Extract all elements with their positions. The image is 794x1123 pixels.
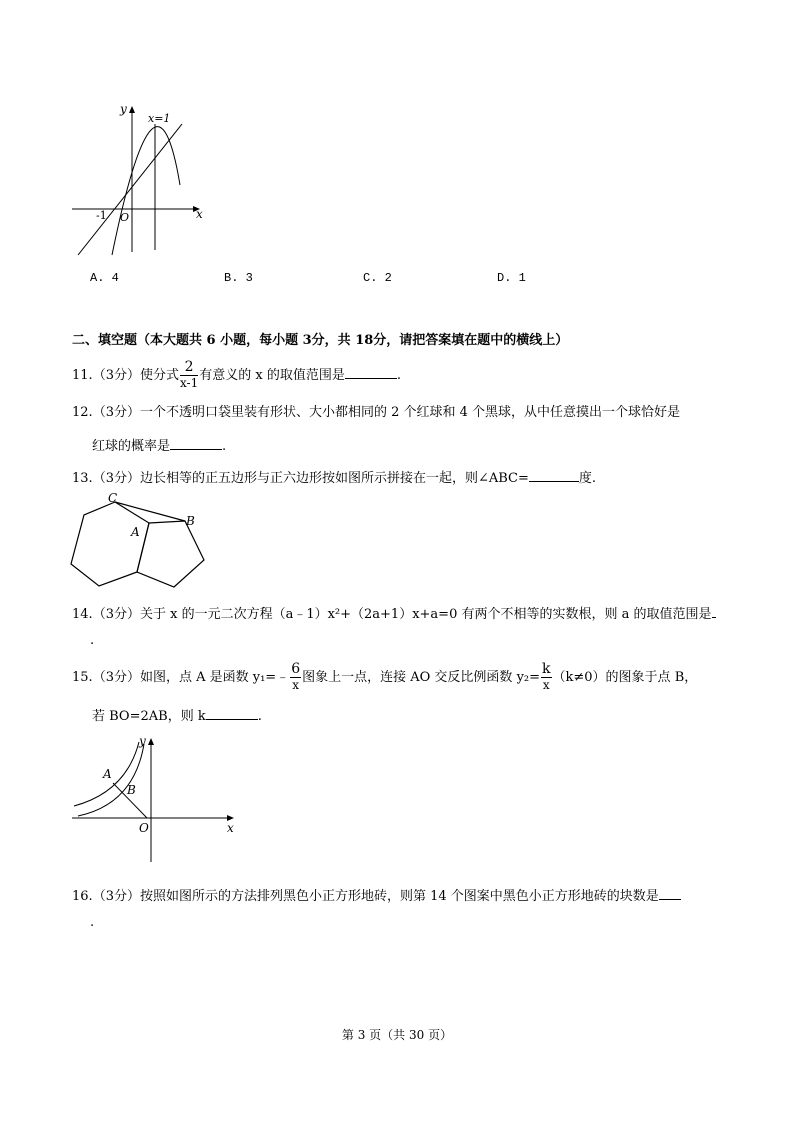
y-axis-arrow [148, 738, 154, 745]
q12-end: . [222, 439, 227, 454]
q15-fraction-1 [290, 662, 301, 693]
q12-line2: 红球的概率是 [92, 439, 171, 454]
label-o: O [139, 821, 149, 835]
q14-end: . [90, 633, 95, 648]
q16-answer-blank[interactable] [659, 886, 681, 900]
q11-post: 有意义的 x 的取值范围是 [199, 368, 345, 383]
segment-cb [115, 502, 185, 521]
q16-text: 按照如图所示的方法排列黑色小正方形地砖，则第 14 个图案中黑色小正方形地砖的块数是 [139, 889, 659, 904]
q15-post: （k≠0）的图象于点 B， [552, 670, 698, 685]
question-13 [72, 468, 596, 488]
q11-score: （3分） [92, 368, 140, 383]
y-axis-label: y [120, 102, 127, 116]
q15-mid: 图象上一点，连接 AO 交反比例函数 y₂= [302, 670, 541, 685]
q11-answer-blank[interactable] [345, 365, 397, 379]
option-b[interactable]: B. 3 [224, 271, 253, 285]
hyperbola-figure [66, 732, 246, 867]
q13-end: 度. [578, 471, 597, 486]
q11-number: 11. [72, 368, 93, 383]
q11-frac-den: x-1 [179, 376, 199, 390]
origin-label: O [120, 211, 130, 224]
q12-text: 一个不透明口袋里装有形状、大小都相同的 2 个红球和 4 个黑球，从中任意摸出一个球恰好是 [139, 405, 681, 420]
q12-answer-blank[interactable] [170, 436, 222, 450]
q15-line2: 若 BO=2AB，则 k [92, 709, 206, 724]
option-a[interactable]: A. 4 [90, 271, 119, 285]
q15-f2-den: x [542, 678, 550, 692]
question-14 [72, 604, 716, 624]
q13-score: （3分） [92, 471, 140, 486]
q12-score: （3分） [92, 405, 140, 420]
q15-f2-num: k [542, 661, 551, 677]
x-axis-label: x [196, 207, 203, 221]
straight-line [78, 124, 182, 255]
q15-f1-den: x [292, 678, 300, 692]
q16-score: （3分） [92, 889, 140, 904]
neg-one-label: -1 [96, 209, 107, 222]
q14-text: 关于 x 的一元二次方程（a﹣1）x²+（2a+1）x+a=0 有两个不相等的实数根，则 a 的取值范围是 [139, 607, 712, 622]
y-axis-arrow [129, 106, 135, 113]
q14-number: 14. [72, 607, 93, 622]
question-12-line2 [92, 436, 226, 456]
line-label: x=1 [148, 112, 171, 125]
label-a: A [103, 767, 112, 781]
hexagon [71, 502, 149, 586]
parabola-line-graph [68, 100, 208, 260]
parabola-curve [112, 127, 180, 255]
label-x: x [227, 821, 234, 835]
question-11 [72, 360, 401, 391]
question-16 [72, 886, 681, 906]
q15-answer-blank[interactable] [206, 706, 258, 720]
section-title: 二、填空题（本大题共 6 小题，每小题 3分，共 18分，请把答案填在题中的横线上） [72, 333, 569, 348]
q15-fraction-2 [541, 662, 551, 693]
q12-number: 12. [72, 405, 93, 420]
pentagon [137, 521, 204, 587]
question-12-line1 [72, 404, 680, 422]
q11-fraction [180, 360, 198, 391]
label-b: B [186, 514, 195, 528]
q13-number: 13. [72, 471, 93, 486]
option-d[interactable]: D. 1 [497, 271, 526, 285]
question-15-line2 [92, 706, 262, 726]
q13-answer-blank[interactable] [529, 468, 579, 482]
q15-pre: 如图，点 A 是函数 y₁=﹣ [139, 670, 290, 685]
q16-number: 16. [72, 889, 93, 904]
q13-text: 边长相等的正五边形与正六边形按如图所示拼接在一起，则∠ABC= [139, 471, 529, 486]
q15-score: （3分） [92, 670, 140, 685]
q11-frac-num: 2 [180, 360, 198, 376]
q14-answer-blank[interactable] [712, 604, 716, 618]
q11-end: . [396, 368, 401, 383]
label-b: B [127, 783, 136, 797]
label-c: C [108, 491, 118, 505]
label-a: A [131, 525, 140, 539]
q15-f1-num: 6 [291, 661, 301, 677]
q11-pre: 使分式 [139, 368, 179, 383]
question-15-line1 [72, 662, 697, 693]
page-footer: 第 3 页（共 30 页） [341, 1028, 453, 1042]
option-c[interactable]: C. 2 [363, 271, 392, 285]
q16-end: . [90, 915, 95, 930]
q15-end: . [257, 709, 262, 724]
q14-score: （3分） [92, 607, 140, 622]
label-y: y [139, 734, 146, 748]
q15-number: 15. [72, 670, 93, 685]
pentagon-hexagon-figure [66, 490, 216, 595]
